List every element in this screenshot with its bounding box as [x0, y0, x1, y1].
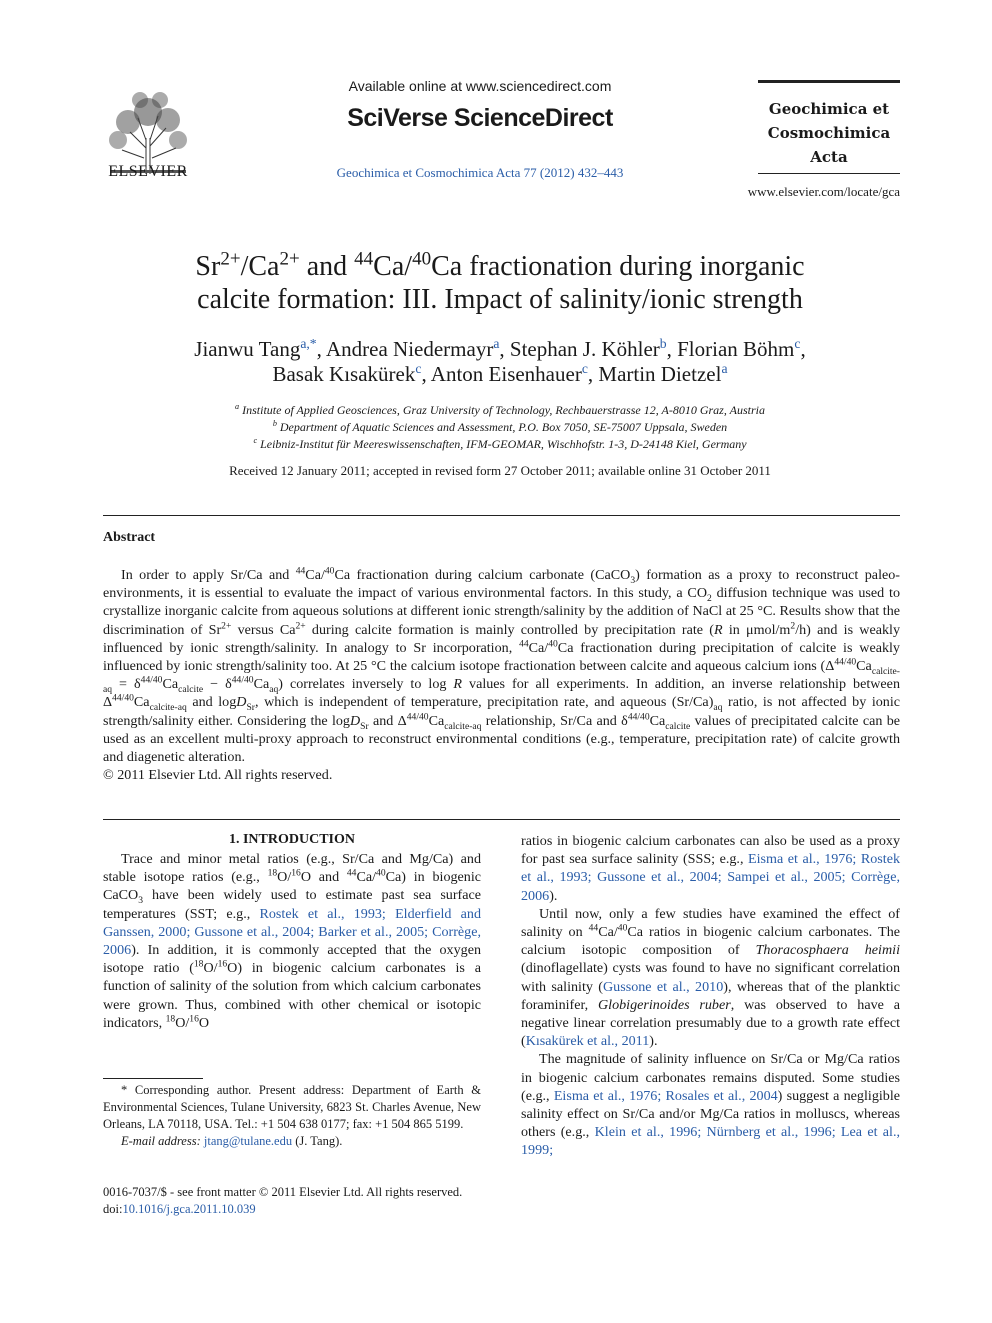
citation-link[interactable]: Eisma et al., 1976; Rosales et al., 2004	[553, 1087, 778, 1104]
article-title-line-2: calcite formation: III. Impact of salinity/ionic strength	[197, 284, 803, 315]
platform-logo-text: SciVerse ScienceDirect	[347, 104, 613, 132]
journal-name-line-3: Acta	[810, 148, 848, 166]
author-list: Jianwu Tang$^{a,*}$, Andrea Niedermayr$^a$, Stephan J. Köhler$^b$, Florian Böhm$^c$, Basak Kısakürek$^c$, Anton Eisenhauer$^c$, Martin Dietzel$^a$	[194, 336, 806, 386]
citation-link[interactable]: Klein et al., 1996; Nürnberg et al., 1996; Lea et al., 1999;	[521, 1124, 901, 1159]
issn-line: 0016-7037/$ - see front matter © 2011 Elsevier Ltd. All rights reserved.	[103, 1185, 463, 1199]
abstract-heading: Abstract	[103, 530, 156, 545]
author-name[interactable]: Florian Böhm	[677, 337, 795, 361]
author-name[interactable]: Basak Kısakürek	[272, 362, 416, 386]
article-title: $Sr^{2+}/Ca^{2+}$ and $^{44}$Ca/$^{40}$Ca fractionation during inorganic calcite formation: III. Impact of salinity/ionic strength	[100, 250, 900, 316]
section-heading-introduction: 1. INTRODUCTION	[228, 832, 355, 847]
abstract-top-rule	[103, 515, 900, 516]
journal-name-line-2: Cosmochimica	[767, 124, 891, 142]
author-name[interactable]: Stephan J. Köhler	[509, 337, 660, 361]
author-name[interactable]: Anton Eisenhauer	[430, 362, 582, 386]
journal-citation-link[interactable]: Geochimica et Cosmochimica Acta 77 (2012) 432–443	[336, 165, 624, 180]
corresponding-author-footnote: * Corresponding author. Present address: Department of Earth & Environmental Sciences, Tulane University, 6823 St. Charles Avenue, New Orleans, LA 70118, USA. Tel.: +1 504 638 0177; fax: +1 504 865 5199. E-mail address: jtang@tulane.edu (J. Tang).	[103, 1083, 481, 1148]
affiliation-item: $^b$ Department of Aquatic Sciences and Assessment, P.O. Box 7050, SE-75007 Uppsala, Sweden	[272, 419, 728, 434]
abstract-body: In order to apply Sr/Ca and $^{44}$Ca/$^{40}$Ca fractionation during calcium carbonate (CaCO$_3$) formation as a proxy to reconstruct paleo-environments, it is essential to evaluate the impact of various environmental factors. In this study, a $CO_2$ diffusion technique was used to crystallize inorganic calcite from aqueous solutions at different ionic strength/salinity by the addition of NaCl at 25 °C. Results show that the discrimination of $Sr^{2+}$ versus $Ca^{2+}$ during calcite formation is mainly controlled by precipitation rate (R in μmol/$m^2/h$) and is weakly influenced by ionic strength/salinity. In analogy to Sr incorporation, $^{44}$Ca/$^{40}$Ca fractionation during precipitation of calcite is weakly influenced by ionic strength/salinity too. At 25 °C the calcium isotope fractionation between calcite and aqueous calcium ions $(\Delta^{44/40}Ca_{calcite-aq} = \delta^{44/40}Ca_{calcite} - \delta^{44/40}Ca_{aq})$ correlates inversely to log R values for all experiments. In addition, an inverse relationship between $\Delta^{44/40}Ca_{calcite-aq}$ and logD$_{Sr}$, which is independent of temperature, precipitation rate, and aqueous $(Sr/Ca)_{aq}$ ratio, is not affected by ionic strength/salinity either. Considering the logD$_{Sr}$ and $\Delta^{44/40}Ca_{calcite-aq}$ relationship, Sr/Ca and $\delta^{44/40}Ca_{calcite}$ values of precipitated calcite can be used as an excellent multi-proxy approach to reconstruct environmental conditions (e.g., temperature, precipitation rate) of calcite growth and diagenetic alteration. © 2011 Elsevier Ltd. All rights reserved.	[103, 565, 901, 784]
author-name[interactable]: Jianwu Tang	[194, 337, 301, 361]
citation-link[interactable]: Kısakürek et al., 2011	[525, 1033, 650, 1050]
body-right-column: ratios in biogenic calcium carbonates can also be used as a proxy for past sea surface salinity (SSS; e.g., Eisma et al., 1976; Rostek et al., 1993; Gussone et al., 2004; Sampei et al., 2005; Corrège, 2006). Until now, only a few studies have examined the effect of salinity on $^{44}$Ca/$^{40}$Ca ratios in biogenic calcium carbonates. The calcium isotopic composition of Thoracosphaera heimii (dinoflagellate) cysts was found to have no significant correlation with salinity (Gussone et al., 2010), whereas that of the planktic foraminifer, Globigerinoides ruber, was observed to have a negative linear correlation presumably due to a growth rate effect (Kısakürek et al., 2011). The magnitude of salinity influence on Sr/Ca or Mg/Ca ratios in biogenic calcium carbonates remains disputed. Some studies (e.g., Eisma et al., 1976; Rosales et al., 2004) suggest a negligible salinity effect on Sr/Ca and/or Mg/Ca ratios in molluscs, whereas others (e.g., Klein et al., 1996; Nürnberg et al., 1996; Lea et al., 1999;	[521, 833, 901, 1159]
journal-name-box	[758, 80, 900, 174]
copyright-line: © 2011 Elsevier Ltd. All rights reserved.	[103, 767, 333, 784]
citation-link[interactable]: Rostek et al., 1993; Elderfield and Ganssen, 2000; Gussone et al., 2004; Barker et al., 2005; Corrège, 2006	[103, 905, 481, 959]
abstract-bottom-rule	[103, 819, 900, 820]
journal-url[interactable]: www.elsevier.com/locate/gca	[747, 184, 900, 199]
elsevier-wordmark: ELSEVIER	[108, 163, 188, 180]
doi-link[interactable]: 10.1016/j.gca.2011.10.039	[122, 1202, 256, 1216]
affiliation-item: $^a$ Institute of Applied Geosciences, Graz University of Technology, Rechbauerstrasse 12, A-8010 Graz, Austria	[235, 402, 765, 417]
journal-name-line-1: Geochimica et	[768, 100, 890, 118]
front-matter: 0016-7037/$ - see front matter © 2011 Elsevier Ltd. All rights reserved. doi:10.1016/j.gca.2011.10.039	[103, 1184, 523, 1218]
affiliations	[100, 402, 900, 453]
footnote-rule	[103, 1078, 203, 1079]
author-name[interactable]: Andrea Niedermayr	[325, 337, 494, 361]
author-email-link[interactable]: jtang@tulane.edu	[203, 1134, 293, 1148]
author-name[interactable]: Martin Dietzel	[598, 362, 722, 386]
received-dates: Received 12 January 2011; accepted in revised form 27 October 2011; available online 31 October 2011	[229, 463, 771, 478]
body-left-column: Trace and minor metal ratios (e.g., Sr/Ca and Mg/Ca) and stable isotope ratios (e.g., $^{18}$O/$^{16}$O and $^{44}$Ca/$^{40}$Ca) in biogenic CaCO$_3$ have been widely used to estimate past sea surface temperatures (SST; e.g., Rostek et al., 1993; Elderfield and Ganssen, 2000; Gussone et al., 2004; Barker et al., 2005; Corrège, 2006). In addition, it is commonly accepted that the oxygen isotope ratio ($^{18}$O/$^{16}$O) in biogenic calcium carbonates is a function of salinity of the solution from which calcium carbonates were grown. Thus, combined with other chemical or isotopic indicators, $^{18}$O/$^{16}$O	[103, 851, 482, 1031]
available-online-text: Available online at www.sciencedirect.com	[348, 78, 612, 94]
affiliation-item: $^c$ Leibniz-Institut für Meereswissenschaften, IFM-GEOMAR, Wischhofstr. 1-3, D-24148 Kiel, Germany	[253, 436, 747, 451]
email-label: E-mail address:	[121, 1134, 201, 1148]
citation-link[interactable]: Eisma et al., 1976; Rostek et al., 1993; Gussone et al., 2004; Sampei et al., 2005; Corrège, 2006	[521, 851, 900, 904]
corresponding-author-text: * Corresponding author. Present address: Department of Earth & Environmental Sciences, Tulane University, 6823 St. Charles Avenue, New Orleans, LA 70118, USA. Tel.: +1 504 638 0177; fax: +1 504 865 5199.	[103, 1083, 481, 1131]
citation-link[interactable]: Gussone et al., 2010	[603, 978, 724, 995]
journal-name	[758, 97, 900, 169]
